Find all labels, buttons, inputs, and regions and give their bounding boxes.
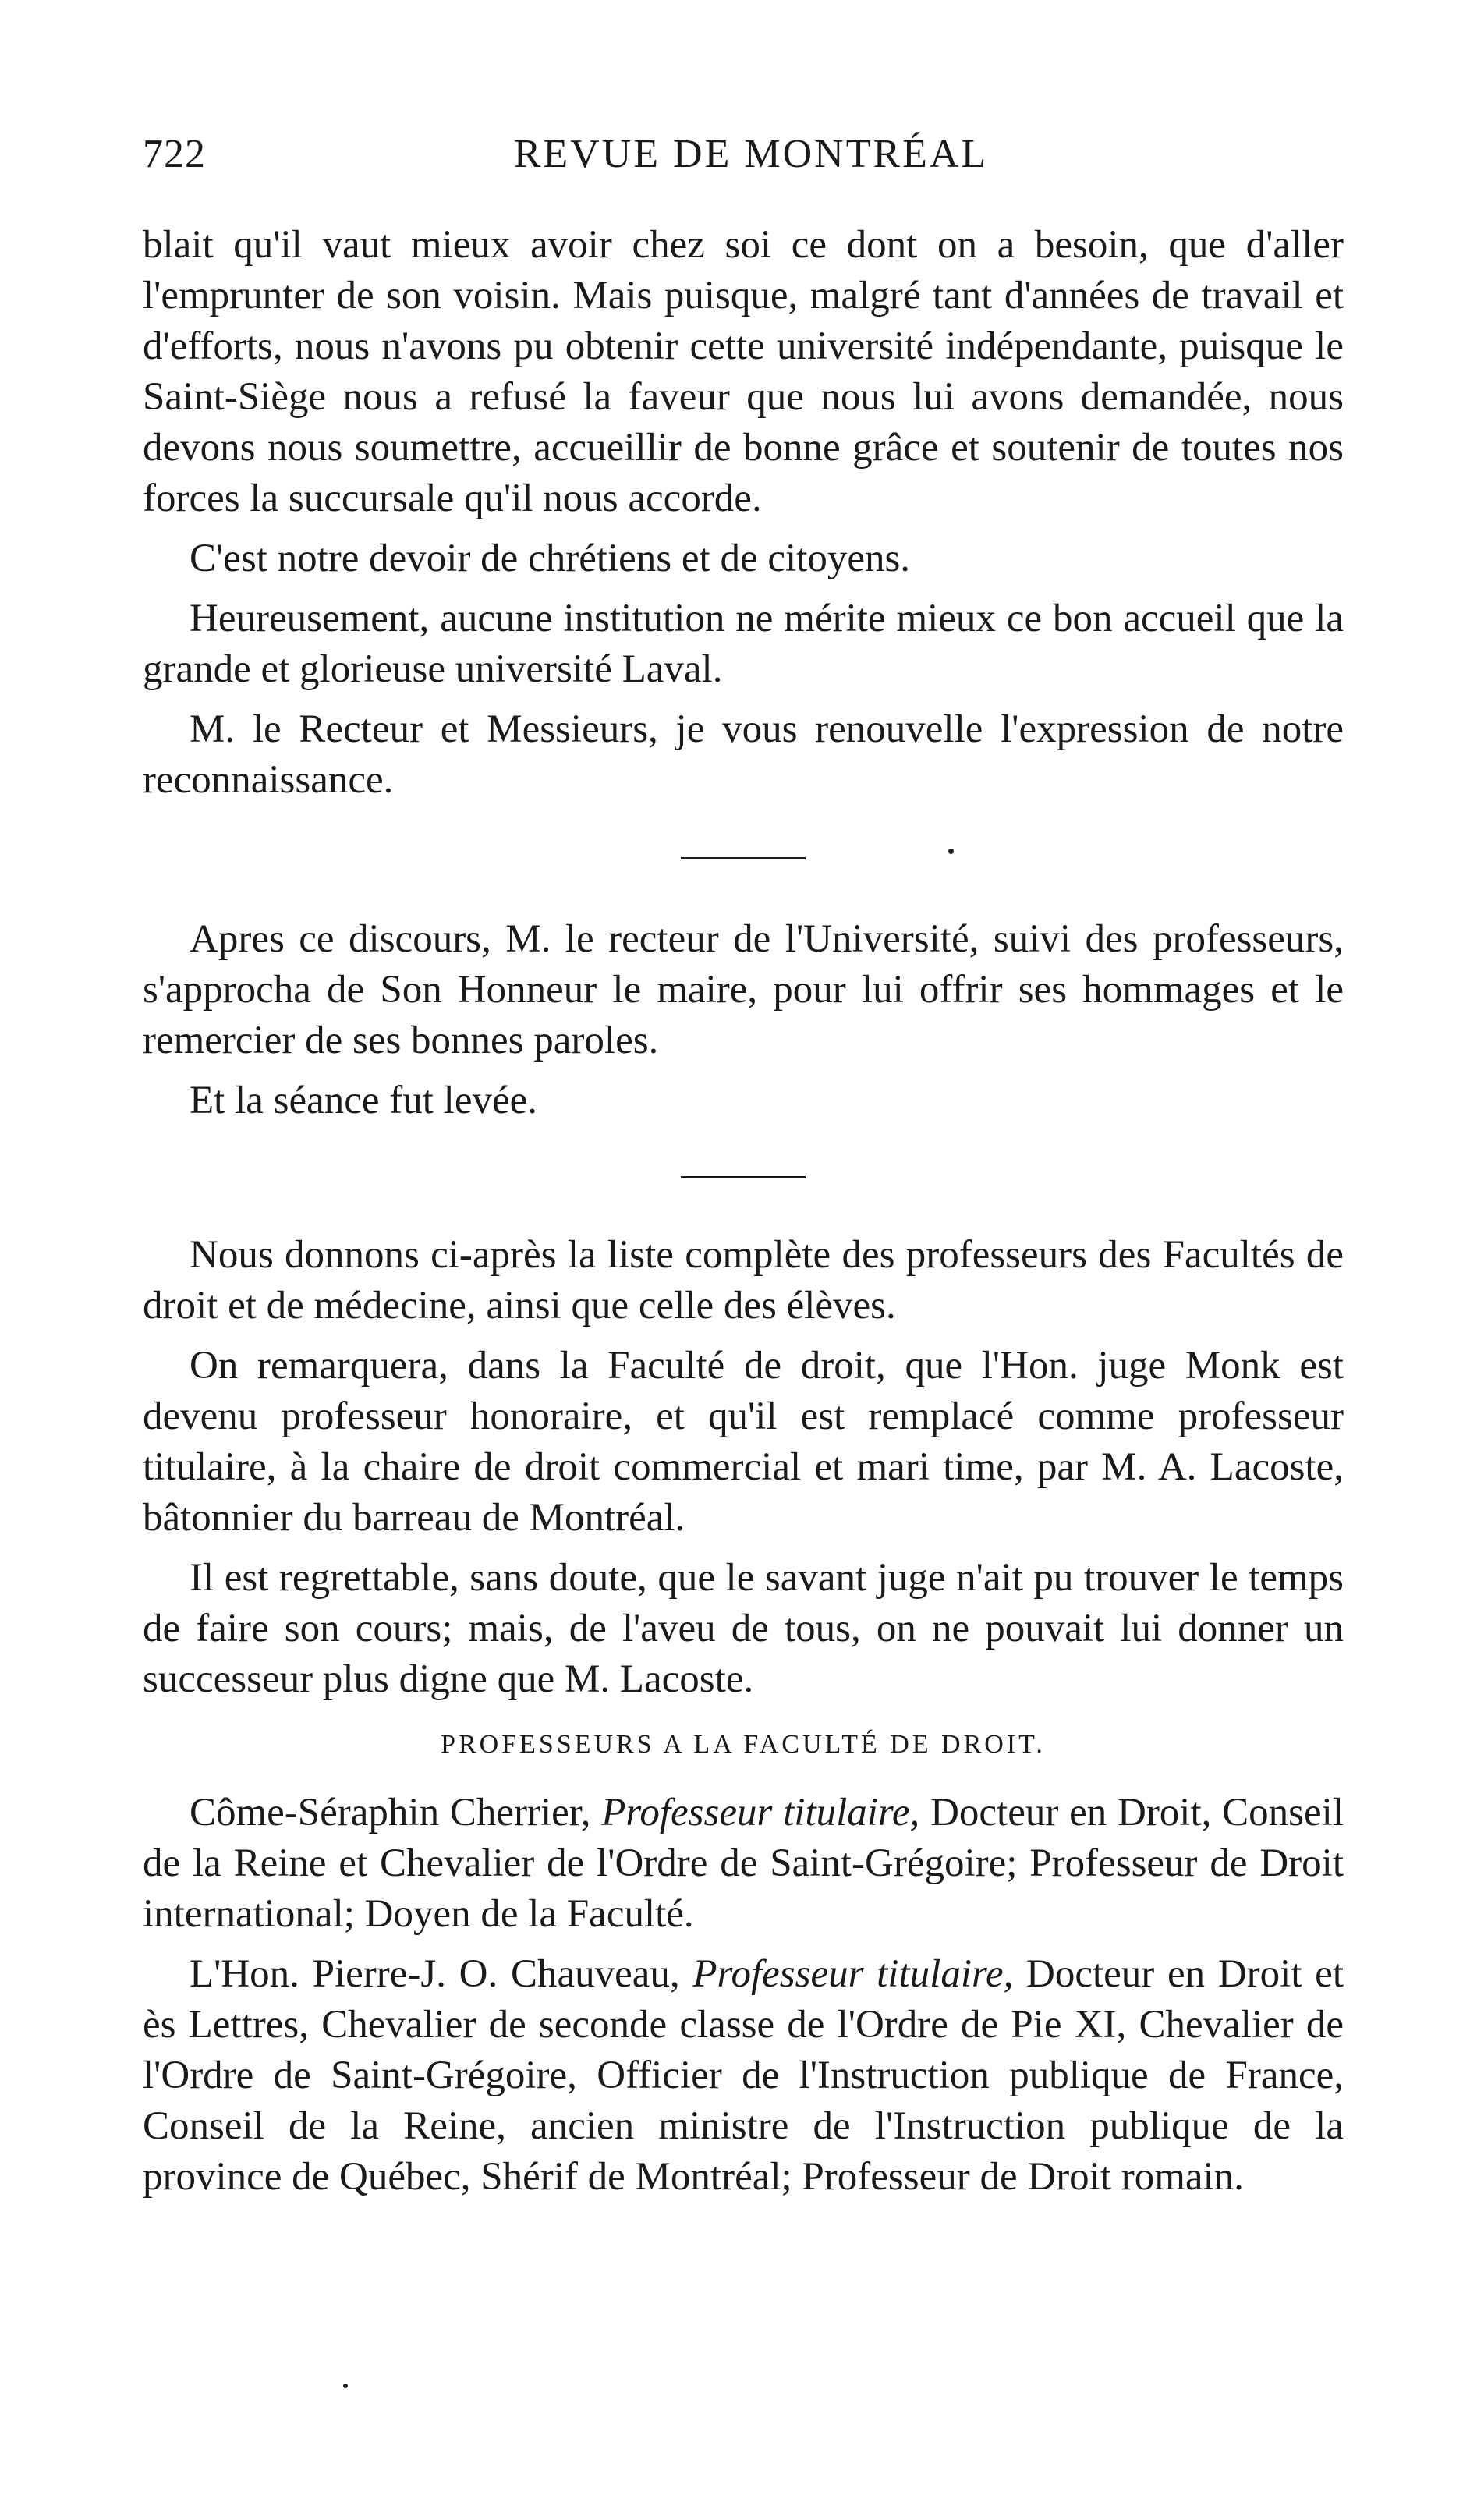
paragraph: C'est notre devoir de chrétiens et de citoyens. — [190, 537, 911, 580]
professor-title: Professeur titulaire, — [601, 1791, 920, 1834]
professor-name: L'Hon. Pierre-J. O. Chauveau, — [190, 1952, 680, 1996]
section-divider — [681, 857, 806, 859]
ink-speck — [948, 849, 954, 854]
page-number: 722 — [143, 132, 206, 176]
paragraph: Et la séance fut levée. — [190, 1079, 538, 1122]
paragraph: Nous donnons ci-après la liste complète des professeurs des Facultés de droit et de médecine, ainsi que celle des élèves. — [143, 1233, 1344, 1327]
professor-details: Docteur en Droit, Conseil de la Reine et Chevalier de l'Ordre de Saint-Grégoire; Professeur de Droit international; Doyen de la Faculté. — [143, 1791, 1344, 1936]
body-text — [143, 220, 1344, 2203]
ink-speck — [343, 2384, 348, 2388]
running-title: REVUE DE MONTRÉAL — [513, 132, 989, 176]
professor-entry — [143, 1788, 1344, 1940]
paragraph: Apres ce discours, M. le recteur de l'Université, suivi des professeurs, s'approcha de Son Honneur le maire, pour lui offrir ses hommages et le remercier de ses bonnes paroles. — [143, 917, 1344, 1062]
paragraph: Heureusement, aucune institution ne mérite mieux ce bon accueil que la grande et glorieuse université Laval. — [143, 597, 1344, 691]
page-header — [143, 131, 1359, 193]
paragraph: M. le Recteur et Messieurs, je vous renouvelle l'expression de notre reconnaissance. — [143, 707, 1344, 802]
paragraph-continuation: blait qu'il vaut mieux avoir chez soi ce dont on a besoin, que d'aller l'emprunter de son voisin. Mais puisque, malgré tant d'années de travail et d'efforts, nous n'avons pu obtenir cette université indépendante, puisque le Saint-Siège nous a refusé la faveur que nous lui avons demandée, nous devons nous soumettre, accueillir de bonne grâce et soutenir de toutes nos forces la succursale qu'il nous accorde. — [143, 223, 1344, 520]
paragraph: On remarquera, dans la Faculté de droit, que l'Hon. juge Monk est devenu professeur honoraire, et qu'il est remplacé comme professeur titulaire, à la chaire de droit commercial et mari time, par M. A. Lacoste, bâtonnier du barreau de Montréal. — [143, 1344, 1344, 1540]
section-heading: PROFESSEURS A LA FACULTÉ DE DROIT. — [441, 1730, 1046, 1759]
professor-entry — [143, 1949, 1344, 2203]
section-divider — [681, 1176, 806, 1178]
paragraph: Il est regrettable, sans doute, que le savant juge n'ait pu trouver le temps de faire son cours; mais, de l'aveu de tous, on ne pouvait lui donner un successeur plus digne que M. Lacoste. — [143, 1556, 1344, 1701]
professor-title: Professeur titulaire, — [692, 1952, 1014, 1996]
professor-details: Docteur en Droit et ès Lettres, Chevalier de seconde classe de l'Ordre de Pie XI, Chevalier de l'Ordre de Saint-Grégoire, Officier de l'Instruction publique de France, Conseil de la Reine, ancien ministre de l'Instruction publique de la province de Québec, Shérif de Montréal; Professeur de Droit romain. — [143, 1952, 1344, 2199]
professor-name: Côme-Séraphin Cherrier, — [190, 1791, 591, 1834]
